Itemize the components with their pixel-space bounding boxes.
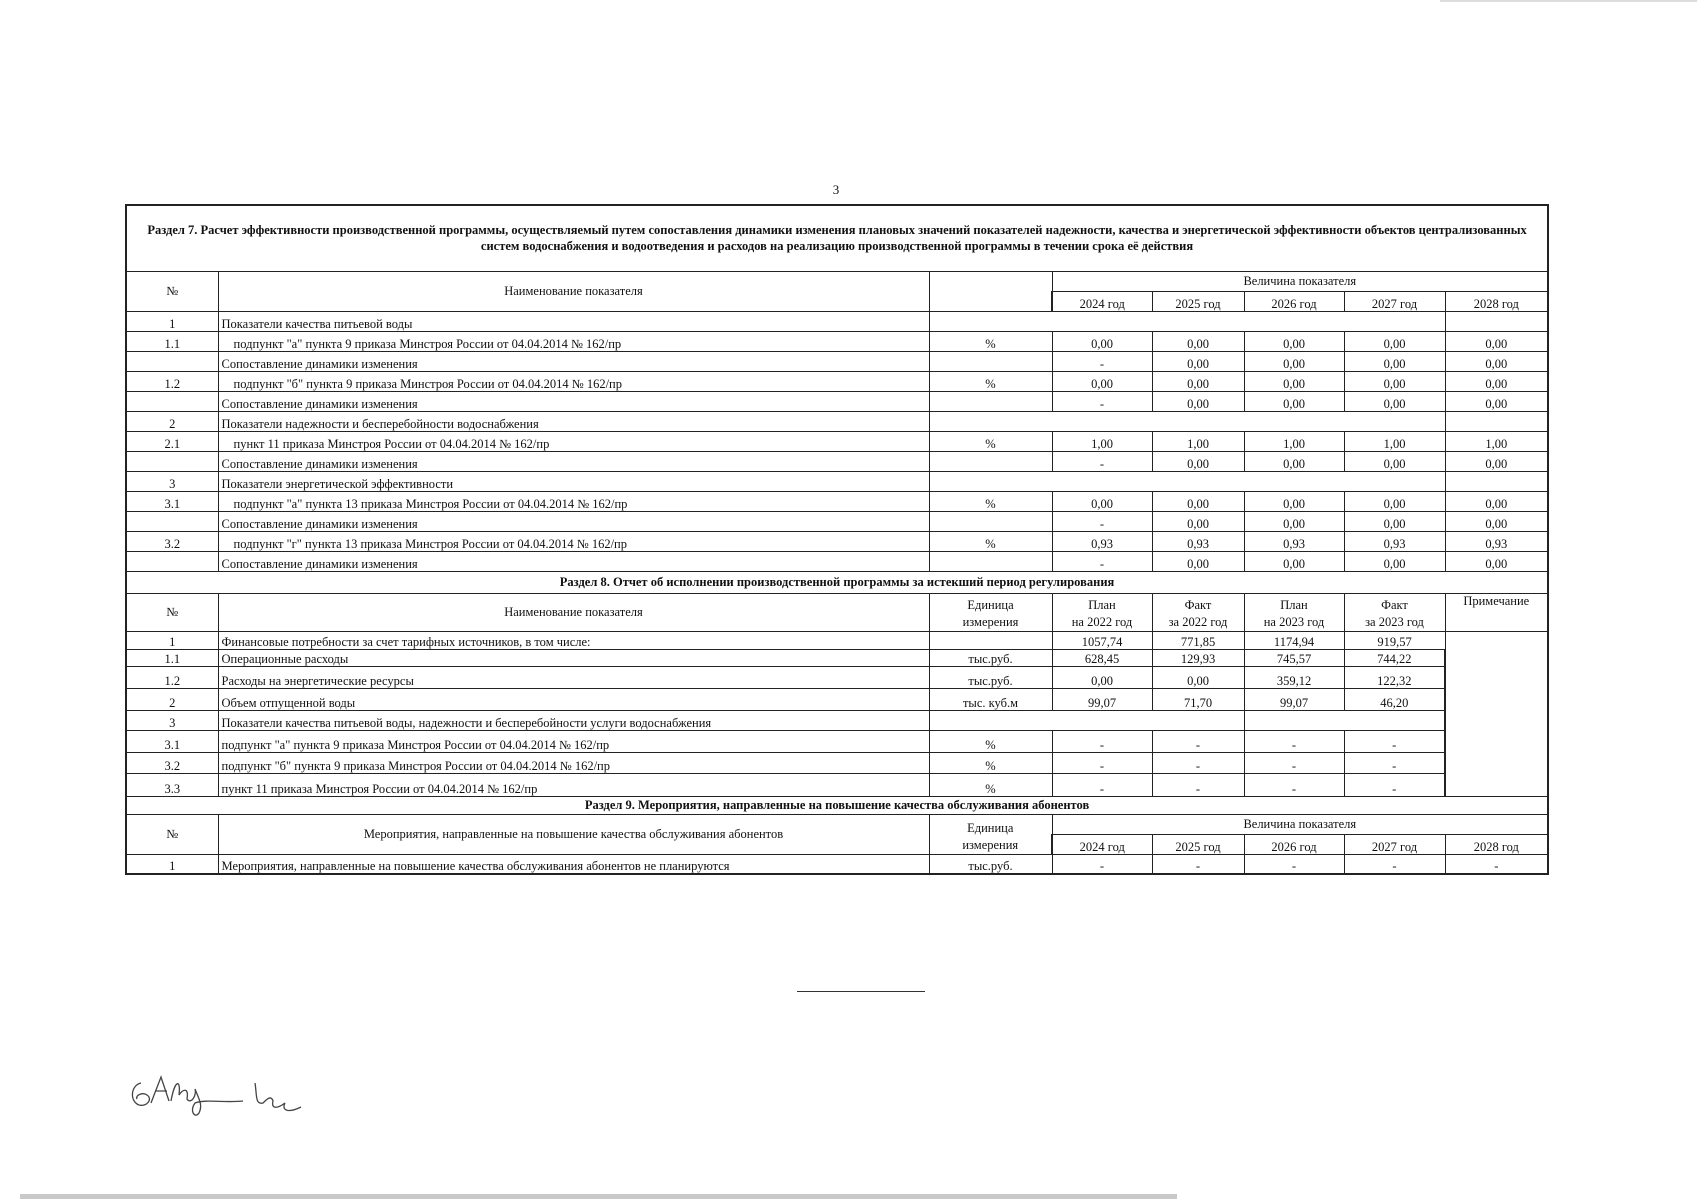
row-value: 0,00 [1052, 666, 1152, 688]
row-number [126, 511, 218, 531]
row-value: 0,00 [1244, 491, 1344, 511]
row-value: 0,00 [1445, 491, 1548, 511]
table-row [126, 773, 1548, 796]
row-value: - [1244, 854, 1344, 874]
header-line-1: Факт [1381, 597, 1408, 612]
scan-edge-top [1440, 0, 1697, 2]
header-line-1: План [1088, 597, 1116, 612]
row-value: 0,00 [1152, 491, 1244, 511]
note-cell [1445, 631, 1548, 796]
col-header-year: 2026 год [1244, 291, 1344, 311]
header-line-1: Факт [1184, 597, 1212, 612]
row-number: 2 [126, 411, 218, 431]
row-value: - [1344, 773, 1445, 796]
row-unit: тыс.руб. [929, 649, 1052, 666]
table-row [126, 666, 1548, 688]
row-value: 0,00 [1244, 331, 1344, 351]
row-number: 3 [126, 471, 218, 491]
row-name: Финансовые потребности за счет тарифных источников, в том числе: [218, 631, 929, 649]
row-value: 919,57 [1344, 631, 1445, 649]
row-unit: % [929, 431, 1052, 451]
report-table [125, 204, 1549, 875]
row-value: - [1052, 551, 1152, 571]
row-value: 0,00 [1244, 551, 1344, 571]
header-line-2: на 2023 год [1263, 614, 1325, 629]
table-row [126, 688, 1548, 710]
row-value: - [1152, 773, 1244, 796]
row-value: - [1152, 752, 1244, 773]
row-name: Сопоставление динамики изменения [218, 391, 929, 411]
row-unit [929, 391, 1052, 411]
row-value: 0,00 [1244, 371, 1344, 391]
row-value: 0,00 [1152, 551, 1244, 571]
col-header-num: № [126, 271, 218, 311]
row-name: Показатели качества питьевой воды, надежности и бесперебойности услуги водоснабжения [218, 710, 929, 730]
col-header-value-group: Величина показателя [1052, 271, 1548, 291]
row-value: 0,00 [1344, 551, 1445, 571]
row-name: Сопоставление динамики изменения [218, 511, 929, 531]
row-name: Операционные расходы [218, 649, 929, 666]
row-number [126, 451, 218, 471]
row-number: 1 [126, 854, 218, 874]
col-header-note: Примечание [1445, 593, 1548, 631]
row-value: - [1344, 752, 1445, 773]
row-number: 1 [126, 311, 218, 331]
row-value: 0,93 [1152, 531, 1244, 551]
row-value: - [1052, 854, 1152, 874]
row-value: 0,00 [1244, 511, 1344, 531]
row-value: - [1052, 511, 1152, 531]
row-value: 0,00 [1344, 511, 1445, 531]
row-value: 1174,94 [1244, 631, 1344, 649]
header-line-1: Единица [967, 820, 1014, 835]
row-value: - [1052, 391, 1152, 411]
table-row [126, 351, 1548, 371]
col-header-year: 2026 год [1244, 834, 1344, 854]
table-row [126, 431, 1548, 451]
row-value: 0,00 [1052, 331, 1152, 351]
row-value: - [1152, 854, 1244, 874]
row-value: 359,12 [1244, 666, 1344, 688]
row-value: 0,00 [1244, 391, 1344, 411]
col-header-year: 2028 год [1445, 291, 1548, 311]
row-unit: % [929, 331, 1052, 351]
row-name: Сопоставление динамики изменения [218, 351, 929, 371]
row-value: 129,93 [1152, 649, 1244, 666]
row-name: Объем отпущенной воды [218, 688, 929, 710]
row-value: 46,20 [1344, 688, 1445, 710]
header-line-2: за 2023 год [1365, 614, 1424, 629]
group-row-fill [1244, 710, 1445, 730]
row-value: - [1244, 752, 1344, 773]
col-header-plan-fact [1152, 593, 1244, 631]
row-value: 0,00 [1344, 491, 1445, 511]
row-value: 744,22 [1344, 649, 1445, 666]
table-row [126, 551, 1548, 571]
row-value: 1,00 [1152, 431, 1244, 451]
row-unit: тыс. куб.м [929, 688, 1052, 710]
col-header-year: 2025 год [1152, 291, 1244, 311]
col-header-name: Наименование показателя [218, 593, 929, 631]
row-name: Мероприятия, направленные на повышение качества обслуживания абонентов не планируются [218, 854, 929, 874]
row-value: 1,00 [1344, 431, 1445, 451]
row-value: - [1052, 773, 1152, 796]
row-value: 0,00 [1244, 351, 1344, 371]
col-header-num: № [126, 814, 218, 854]
row-name: Показатели надежности и бесперебойности водоснабжения [218, 411, 929, 431]
row-value: 0,00 [1152, 511, 1244, 531]
col-header-num: № [126, 593, 218, 631]
header-line-2: на 2022 год [1071, 614, 1133, 629]
row-value: 0,00 [1152, 391, 1244, 411]
table-row [126, 371, 1548, 391]
row-name: Показатели качества питьевой воды [218, 311, 929, 331]
row-number: 1.1 [126, 331, 218, 351]
table-row [126, 649, 1548, 666]
header-line-1: План [1280, 597, 1308, 612]
row-unit: % [929, 371, 1052, 391]
table-row [126, 391, 1548, 411]
row-value: 0,00 [1445, 551, 1548, 571]
row-name: подпункт "б" пункта 9 приказа Минстроя России от 04.04.2014 № 162/пр [218, 752, 929, 773]
row-value: 0,00 [1344, 351, 1445, 371]
row-value: 0,00 [1445, 451, 1548, 471]
col-header-plan-fact [1244, 593, 1344, 631]
group-row-fill [1445, 411, 1548, 431]
table-row [126, 271, 1548, 291]
row-value: 0,00 [1152, 451, 1244, 471]
row-value: - [1052, 752, 1152, 773]
row-unit [929, 511, 1052, 531]
footer-divider [797, 991, 925, 992]
row-value: 745,57 [1244, 649, 1344, 666]
row-number [126, 391, 218, 411]
header-line-2: за 2022 год [1168, 614, 1228, 629]
col-header-year: 2024 год [1052, 834, 1152, 854]
row-value: 628,45 [1052, 649, 1152, 666]
row-value: 1,00 [1445, 431, 1548, 451]
col-header-year: 2028 год [1445, 834, 1548, 854]
table-row [126, 205, 1548, 271]
row-value: 0,00 [1052, 491, 1152, 511]
header-line-1: Единица [967, 597, 1014, 612]
table-row [126, 710, 1548, 730]
row-name: Сопоставление динамики изменения [218, 551, 929, 571]
row-name: подпункт "а" пункта 9 приказа Минстроя России от 04.04.2014 № 162/пр [218, 331, 929, 351]
row-value: 0,00 [1445, 371, 1548, 391]
row-unit [929, 351, 1052, 371]
row-value: 0,00 [1344, 391, 1445, 411]
table-row [126, 814, 1548, 834]
row-value: - [1052, 351, 1152, 371]
table-row [126, 491, 1548, 511]
row-name: подпункт "а" пункта 13 приказа Минстроя России от 04.04.2014 № 162/пр [218, 491, 929, 511]
table-row [126, 451, 1548, 471]
row-name: Сопоставление динамики изменения [218, 451, 929, 471]
row-value: 0,00 [1152, 331, 1244, 351]
row-unit [929, 451, 1052, 471]
group-row-fill [1445, 471, 1548, 491]
col-header-value-group: Величина показателя [1052, 814, 1548, 834]
row-number [126, 351, 218, 371]
row-value: 0,00 [1052, 371, 1152, 391]
row-number: 1.2 [126, 371, 218, 391]
row-name: Показатели энергетической эффективности [218, 471, 929, 491]
row-value: 0,93 [1344, 531, 1445, 551]
table-row [126, 331, 1548, 351]
row-value: - [1052, 730, 1152, 752]
col-header-year: 2027 год [1344, 834, 1445, 854]
col-header-year: 2027 год [1344, 291, 1445, 311]
row-value: - [1344, 730, 1445, 752]
page-number: 3 [832, 182, 840, 197]
scan-edge-bottom [20, 1194, 1177, 1199]
col-header-unit [929, 271, 1052, 311]
row-name: Расходы на энергетические ресурсы [218, 666, 929, 688]
row-value: 0,00 [1445, 511, 1548, 531]
row-value: 1057,74 [1052, 631, 1152, 649]
col-header-name: Наименование показателя [218, 271, 929, 311]
row-number: 2 [126, 688, 218, 710]
row-value: 0,00 [1244, 451, 1344, 471]
row-value: - [1152, 730, 1244, 752]
table-row [126, 796, 1548, 814]
row-value: - [1445, 854, 1548, 874]
row-unit: % [929, 752, 1052, 773]
row-value: 0,93 [1445, 531, 1548, 551]
row-value: 0,93 [1244, 531, 1344, 551]
table-row [126, 854, 1548, 874]
row-value: 1,00 [1244, 431, 1344, 451]
row-unit: % [929, 773, 1052, 796]
row-unit: тыс.руб. [929, 854, 1052, 874]
row-unit: % [929, 730, 1052, 752]
row-number: 3.1 [126, 730, 218, 752]
col-header-year: 2024 год [1052, 291, 1152, 311]
row-value: 99,07 [1244, 688, 1344, 710]
row-unit: тыс.руб. [929, 666, 1052, 688]
col-header-plan-fact [1344, 593, 1445, 631]
col-header-unit [929, 814, 1052, 854]
row-value: 0,00 [1344, 371, 1445, 391]
col-header-year: 2025 год [1152, 834, 1244, 854]
row-value: 0,00 [1445, 331, 1548, 351]
row-value: 0,00 [1152, 371, 1244, 391]
row-value: - [1244, 773, 1344, 796]
table-row [126, 752, 1548, 773]
row-name: пункт 11 приказа Минстроя России от 04.04.2014 № 162/пр [218, 431, 929, 451]
table-row [126, 593, 1548, 631]
row-name: подпункт "а" пункта 9 приказа Минстроя России от 04.04.2014 № 162/пр [218, 730, 929, 752]
table-row [126, 511, 1548, 531]
table-row [126, 411, 1548, 431]
col-header-unit [929, 593, 1052, 631]
row-value: 0,00 [1152, 666, 1244, 688]
group-row-fill [1445, 311, 1548, 331]
row-value: 122,32 [1344, 666, 1445, 688]
row-value: 0,00 [1344, 451, 1445, 471]
row-unit: % [929, 531, 1052, 551]
header-line-2: измерения [962, 614, 1019, 629]
header-line-2: измерения [962, 837, 1019, 852]
row-value: 0,00 [1445, 351, 1548, 371]
row-value: 771,85 [1152, 631, 1244, 649]
row-value: 71,70 [1152, 688, 1244, 710]
row-number: 1.2 [126, 666, 218, 688]
row-value: 99,07 [1052, 688, 1152, 710]
row-value: 0,00 [1344, 331, 1445, 351]
table-row [126, 471, 1548, 491]
row-unit [929, 631, 1052, 649]
group-row-fill [929, 311, 1445, 331]
table-row [126, 311, 1548, 331]
group-row-fill [929, 471, 1445, 491]
section-9-title: Раздел 9. Мероприятия, направленные на повышение качества обслуживания абонентов [126, 796, 1548, 814]
table-row [126, 571, 1548, 593]
table-row [126, 730, 1548, 752]
row-number: 2.1 [126, 431, 218, 451]
row-value: 1,00 [1052, 431, 1152, 451]
row-value: 0,00 [1152, 351, 1244, 371]
group-row-fill [929, 710, 1244, 730]
col-header-name: Мероприятия, направленные на повышение качества обслуживания абонентов [218, 814, 929, 854]
row-value: 0,93 [1052, 531, 1152, 551]
row-value: - [1052, 451, 1152, 471]
row-value: - [1344, 854, 1445, 874]
row-unit [929, 551, 1052, 571]
table-row [126, 631, 1548, 649]
signature-icon [125, 1065, 315, 1120]
table-row [126, 531, 1548, 551]
row-value: - [1244, 730, 1344, 752]
row-number: 3 [126, 710, 218, 730]
row-name: подпункт "г" пункта 13 приказа Минстроя России от 04.04.2014 № 162/пр [218, 531, 929, 551]
section-8-title: Раздел 8. Отчет об исполнении производственной программы за истекший период регулирования [126, 571, 1548, 593]
row-number: 1 [126, 631, 218, 649]
row-number: 3.3 [126, 773, 218, 796]
row-number [126, 551, 218, 571]
row-name: пункт 11 приказа Минстроя России от 04.04.2014 № 162/пр [218, 773, 929, 796]
row-unit: % [929, 491, 1052, 511]
row-number: 3.1 [126, 491, 218, 511]
row-number: 3.2 [126, 531, 218, 551]
group-row-fill [929, 411, 1445, 431]
row-name: подпункт "б" пункта 9 приказа Минстроя России от 04.04.2014 № 162/пр [218, 371, 929, 391]
row-value: 0,00 [1445, 391, 1548, 411]
row-number: 1.1 [126, 649, 218, 666]
row-number: 3.2 [126, 752, 218, 773]
col-header-plan-fact [1052, 593, 1152, 631]
section-7-title: Раздел 7. Расчет эффективности производственной программы, осуществляемый путем сопоставления динамики изменения плановых значений показателей надежности, качества и энергетической эффективности объектов централизованных систем водоснабжения и водоотведения и расходов на реализацию производственной программы в течении срока её действия [126, 205, 1548, 271]
